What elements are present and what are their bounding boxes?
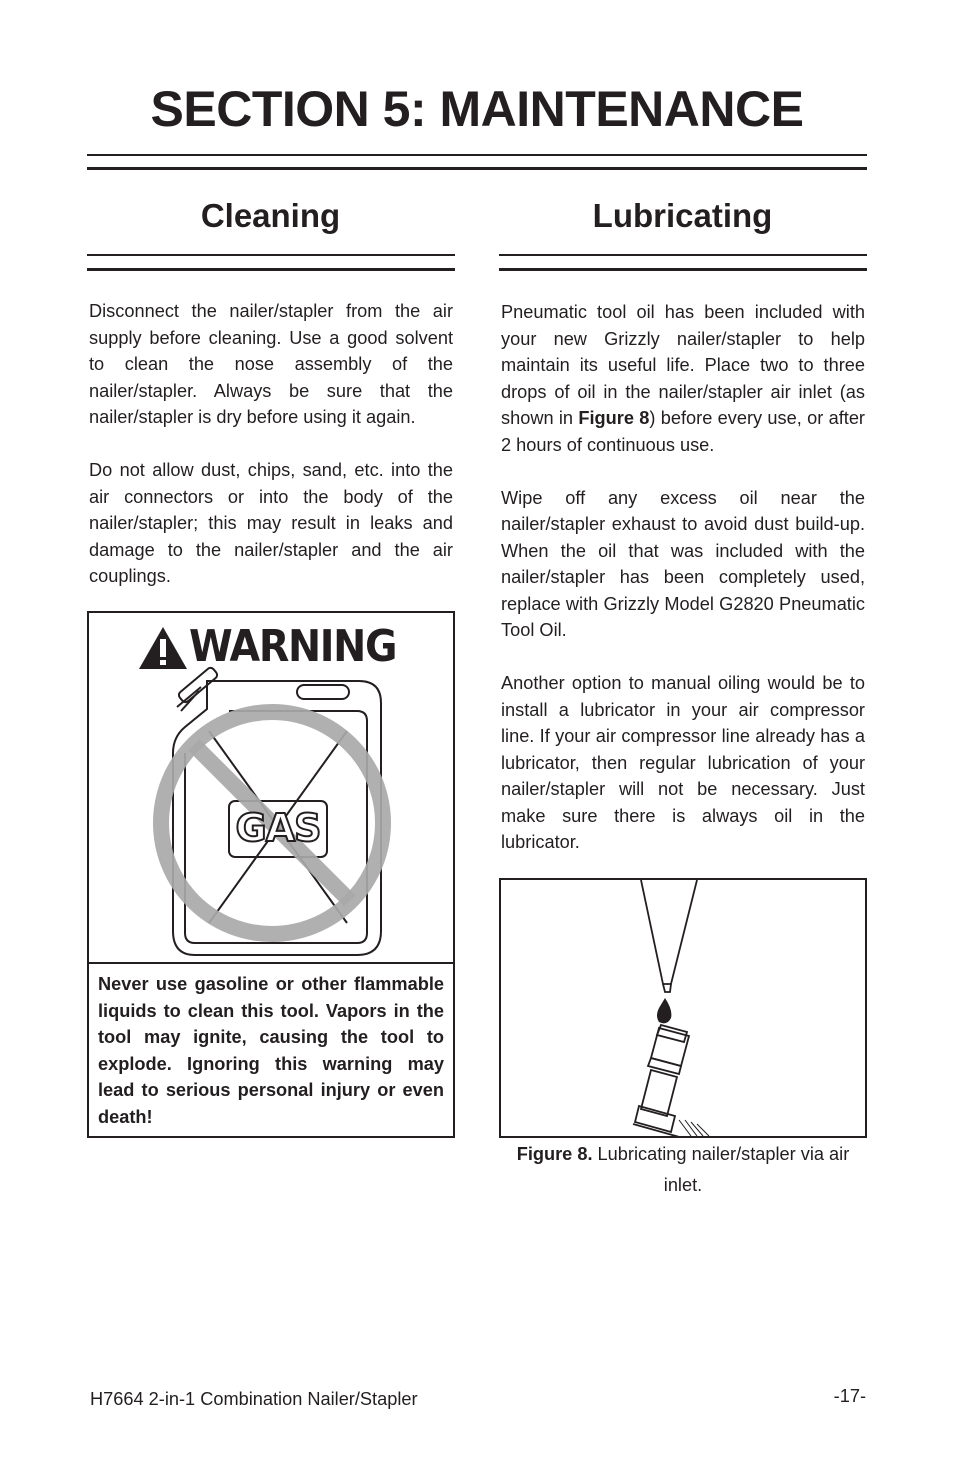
figure-8-box: [499, 878, 867, 1138]
lubricating-paragraph-3: Another option to manual oiling would be to install a lubricator in your air compressor line. If your air compressor line already has a lubricator, then regular lubrication of your nailer/stapler will not be necessary. Just make sure there is always oil in the lubricator.: [501, 673, 865, 852]
page-number: -17-: [833, 1386, 866, 1406]
cleaning-paragraph-2: Do not allow dust, chips, sand, etc. into the air connectors or into the body of the nailer/stapler; this may result in leaks and damage to the nailer/stapler and the air couplings.: [89, 460, 453, 586]
cleaning-heading: Cleaning: [200, 197, 341, 234]
warning-illustration: [89, 613, 453, 963]
oil-drop-air-inlet-illustration: [501, 880, 865, 1136]
lubricating-paragraph-1-start: Pneumatic tool oil has been included with your new Grizzly nailer/stapler to help maintain its useful life. Place two to three drops of oil in the nailer/stapler air inlet (as shown in: [501, 302, 865, 428]
title-rule-top: [87, 154, 867, 156]
lubricating-heading: Lubricating: [592, 197, 773, 234]
warning-label: WARNING: [189, 621, 397, 672]
title-rule-bottom: [87, 167, 867, 170]
cleaning-paragraph-1: Disconnect the nailer/stapler from the air supply before cleaning. Use a good solvent to clean the nose assembly of the nailer/stapler. Always be sure that the nailer/stapler is dry before using it again.: [89, 301, 453, 427]
figure-8-caption: [499, 1139, 867, 1201]
cleaning-rule-top: [87, 254, 455, 256]
warning-sign-header: [137, 621, 417, 673]
figure-8-caption-text: Lubricating nailer/stapler via air inlet.: [592, 1144, 850, 1195]
cleaning-body: [89, 298, 453, 590]
cleaning-rule-bottom: [87, 268, 455, 271]
figure-8-caption-label: Figure 8.: [516, 1144, 593, 1164]
lubricating-rule-bottom: [499, 268, 867, 271]
figure-8-reference: Figure 8: [578, 408, 650, 428]
lubricating-paragraph-2: Wipe off any excess oil near the nailer/stapler exhaust to avoid dust build-up. When the oil that was included with the nailer/stapler has been completely used, replace with Grizzly Model G2820 Pneumatic Tool Oil.: [501, 487, 865, 640]
warning-divider: [89, 962, 453, 964]
warning-text: Never use gasoline or other flammable liquids to clean this tool. Vapors in the tool may ignite, causing the tool to explode. Ignoring this warning may lead to serious personal injury or even death!: [98, 974, 444, 1127]
footer-title: H7664 2-in-1 Combination Nailer/Stapler: [90, 1389, 418, 1409]
caution-triangle-icon: [137, 625, 189, 671]
warning-box: [87, 611, 455, 1138]
lubricating-rule-top: [499, 254, 867, 256]
lubricating-paragraph-1: [501, 299, 865, 458]
lubricating-paragraph-1-end: ) before every use, or after 2 hours of continuous use.: [501, 408, 865, 455]
page-title: SECTION 5: MAINTENANCE: [150, 81, 804, 137]
lubricating-body: [501, 299, 865, 856]
gas-can-label: GAS: [235, 806, 321, 850]
